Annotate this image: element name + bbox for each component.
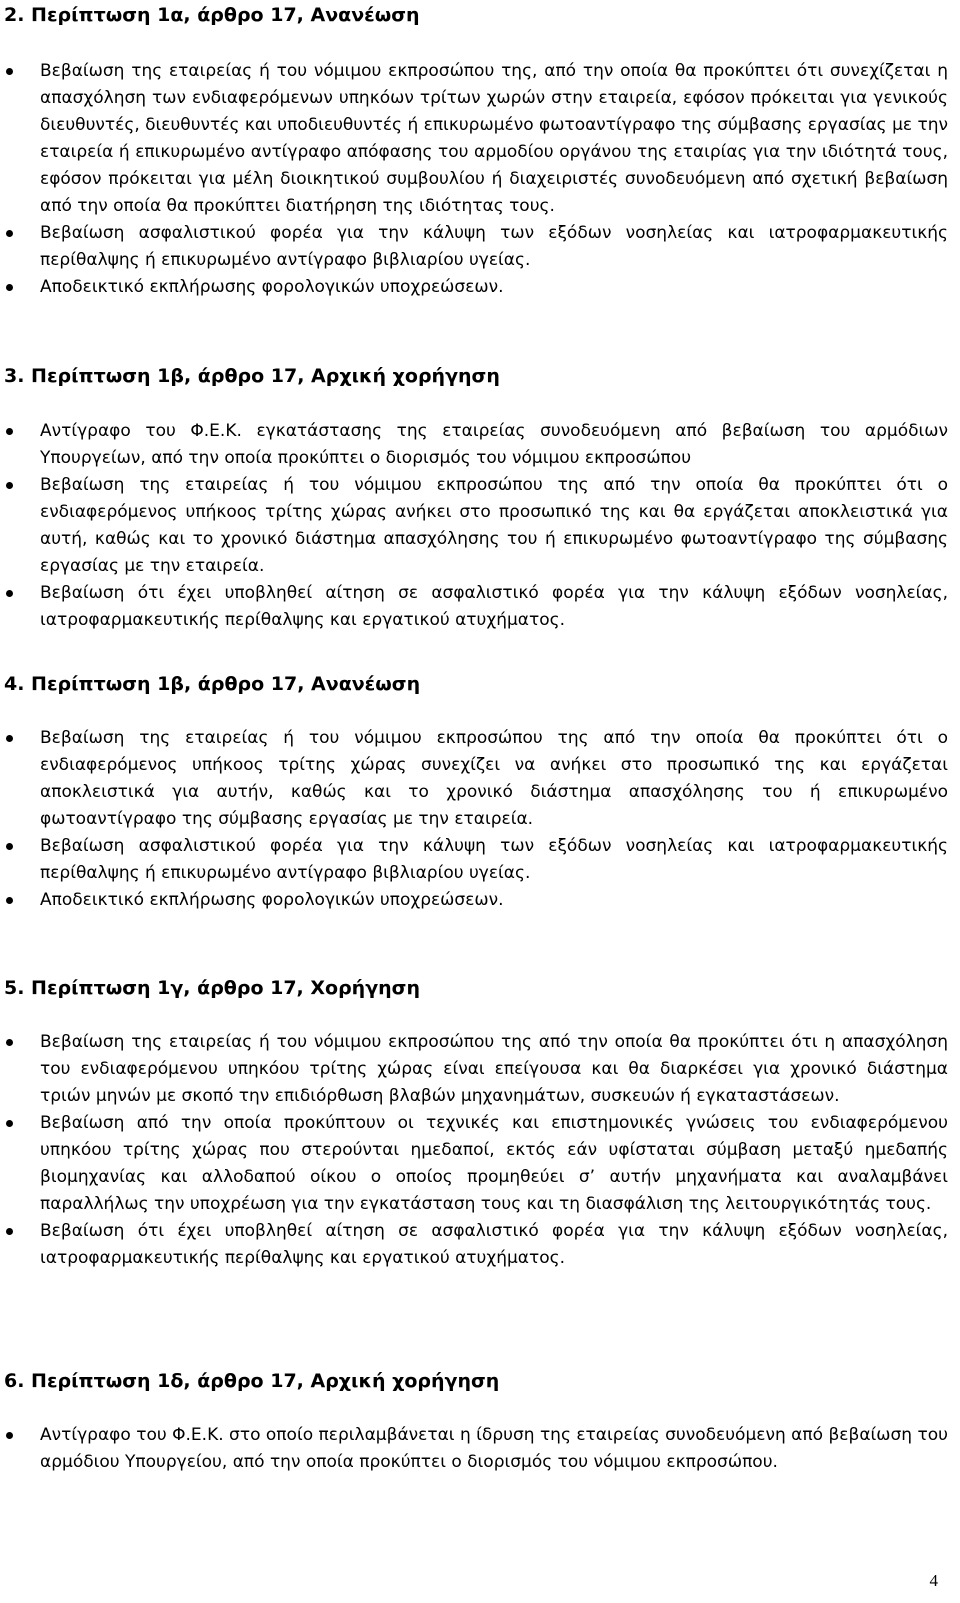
bullet-list	[0, 418, 948, 634]
list-item	[0, 472, 948, 580]
bullet-list	[0, 58, 948, 301]
list-item	[0, 220, 948, 274]
list-item-text: Βεβαίωση ότι έχει υποβληθεί αίτηση σε ασφαλιστικό φορέα για την κάλυψη εξόδων νοσηλείας, ιατροφαρμακευτικής περίθαλψης και εργατικού ατυχήματος.	[40, 583, 948, 630]
list-item	[0, 1029, 948, 1110]
list-item	[0, 725, 948, 833]
list-item-text: Βεβαίωση της εταιρείας ή του νόμιμου εκπροσώπου της, από την οποία θα προκύπτει ότι συνεχίζεται η απασχόληση των ενδιαφερόμενων υπηκόων τρίτων χωρών στην εταιρεία, εφόσον πρόκειται για γενικούς διευθυντές, διευθυντές και υποδιευθυντές ή επικυρωμένο φωτοαντίγραφο της σύμβασης εργασίας με την εταιρεία ή επικυρωμένο αντίγραφο απόφασης του αρμοδίου οργάνου της εταιρίας για την ιδιότητά τους, εφόσον πρόκειται για μέλη διοικητικού συμβουλίου ή διαχειριστές συνοδευόμενη από σχετική βεβαίωση από την οποία θα προκύπτει διατήρηση της ιδιότητας τους.	[40, 61, 948, 216]
bullet-icon	[6, 1120, 13, 1127]
bullet-icon	[6, 68, 13, 75]
list-item-text: Βεβαίωση ασφαλιστικού φορέα για την κάλυψη των εξόδων νοσηλείας και ιατροφαρμακευτικής περίθαλψης ή επικυρωμένο αντίγραφο βιβλιαρίου υγείας.	[40, 223, 948, 270]
section-heading: 3. Περίπτωση 1β, άρθρο 17, Αρχική χορήγηση	[4, 365, 500, 387]
bullet-icon	[6, 1228, 13, 1235]
bullet-icon	[6, 230, 13, 237]
list-item-text: Αντίγραφο του Φ.Ε.Κ. στο οποίο περιλαμβάνεται η ίδρυση της εταιρείας συνοδευόμενη από βεβαίωση του αρμόδιου Υπουργείου, από την οποία προκύπτει ο διορισμός του νόμιμου εκπροσώπου.	[40, 1425, 948, 1472]
list-item	[0, 887, 948, 914]
bullet-list	[0, 1029, 948, 1272]
list-item-text: Βεβαίωση της εταιρείας ή του νόμιμου εκπροσώπου της από την οποία θα προκύπτει ότι ο ενδιαφερόμενος υπήκοος τρίτης χώρας συνεχίζει να ανήκει στο προσωπικό της και εργάζεται αποκλειστικά για αυτήν, καθώς και το χρονικό διάστημα απασχόλησης του ή επικυρωμένο φωτοαντίγραφο της σύμβασης εργασίας με την εταιρεία.	[40, 728, 948, 829]
bullet-icon	[6, 284, 13, 291]
list-item-text: Βεβαίωση ότι έχει υποβληθεί αίτηση σε ασφαλιστικό φορέα για την κάλυψη εξόδων νοσηλείας, ιατροφαρμακευτικής περίθαλψης και εργατικού ατυχήματος.	[40, 1221, 948, 1268]
bullet-icon	[6, 1039, 13, 1046]
bullet-icon	[6, 428, 13, 435]
list-item	[0, 58, 948, 220]
list-item-text: Βεβαίωση ασφαλιστικού φορέα για την κάλυψη των εξόδων νοσηλείας και ιατροφαρμακευτικής περίθαλψης ή επικυρωμένο αντίγραφο βιβλιαρίου υγείας.	[40, 836, 948, 883]
list-item-text: Βεβαίωση της εταιρείας ή του νόμιμου εκπροσώπου της από την οποία θα προκύπτει ότι ο ενδιαφερόμενος υπήκοος τρίτης χώρας ανήκει στο προσωπικό της και θα εργάζεται αποκλειστικά για αυτή, καθώς και το χρονικό διάστημα απασχόλησης του ή επικυρωμένο φωτοαντίγραφο της σύμβασης εργασίας με την εταιρεία.	[40, 475, 948, 576]
list-item	[0, 274, 948, 301]
list-item-text: Βεβαίωση από την οποία προκύπτουν οι τεχνικές και επιστημονικές γνώσεις του ενδιαφερόμενου υπηκόου τρίτης χώρας που στερούνται ημεδαποί, εκτός εάν υφίσταται σύμβαση μεταξύ ημεδαπής βιομηχανίας και αλλοδαπού οίκου ο οποίος προμηθεύει σ’ αυτήν μηχανήματα και αναλαμβάνει παραλλήλως την υποχρέωση για την εγκατάσταση τους και τη διασφάλιση της λειτουργικότητάς τους.	[40, 1113, 948, 1214]
section-heading: 5. Περίπτωση 1γ, άρθρο 17, Χορήγηση	[4, 977, 421, 999]
section-heading: 4. Περίπτωση 1β, άρθρο 17, Ανανέωση	[4, 673, 421, 695]
bullet-icon	[6, 590, 13, 597]
list-item	[0, 1422, 948, 1476]
bullet-list	[0, 725, 948, 914]
list-item	[0, 1218, 948, 1272]
section-heading: 6. Περίπτωση 1δ, άρθρο 17, Αρχική χορήγηση	[4, 1370, 500, 1392]
list-item-text: Αποδεικτικό εκπλήρωσης φορολογικών υποχρεώσεων.	[40, 890, 504, 910]
list-item-text: Αποδεικτικό εκπλήρωσης φορολογικών υποχρεώσεων.	[40, 277, 504, 297]
bullet-icon	[6, 897, 13, 904]
section-heading: 2. Περίπτωση 1α, άρθρο 17, Ανανέωση	[4, 4, 420, 26]
list-item	[0, 580, 948, 634]
bullet-icon	[6, 735, 13, 742]
bullet-icon	[6, 482, 13, 489]
bullet-icon	[6, 843, 13, 850]
list-item-text: Βεβαίωση της εταιρείας ή του νόμιμου εκπροσώπου της από την οποία θα προκύπτει ότι η απασχόληση του ενδιαφερόμενου υπηκόου τρίτης χώρας είναι επείγουσα και θα διαρκέσει για χρονικό διάστημα τριών μηνών με σκοπό την επιδιόρθωση βλαβών μηχανημάτων, συσκευών ή εγκαταστάσεων.	[40, 1032, 948, 1106]
bullet-list	[0, 1422, 948, 1476]
page-number: 4	[929, 1571, 938, 1590]
list-item	[0, 833, 948, 887]
bullet-icon	[6, 1432, 13, 1439]
list-item	[0, 418, 948, 472]
list-item-text: Αντίγραφο του Φ.Ε.Κ. εγκατάστασης της εταιρείας συνοδευόμενη από βεβαίωση του αρμόδιων Υπουργείων, από την οποία προκύπτει ο διορισμός του νόμιμου εκπροσώπου	[40, 421, 948, 468]
list-item	[0, 1110, 948, 1218]
